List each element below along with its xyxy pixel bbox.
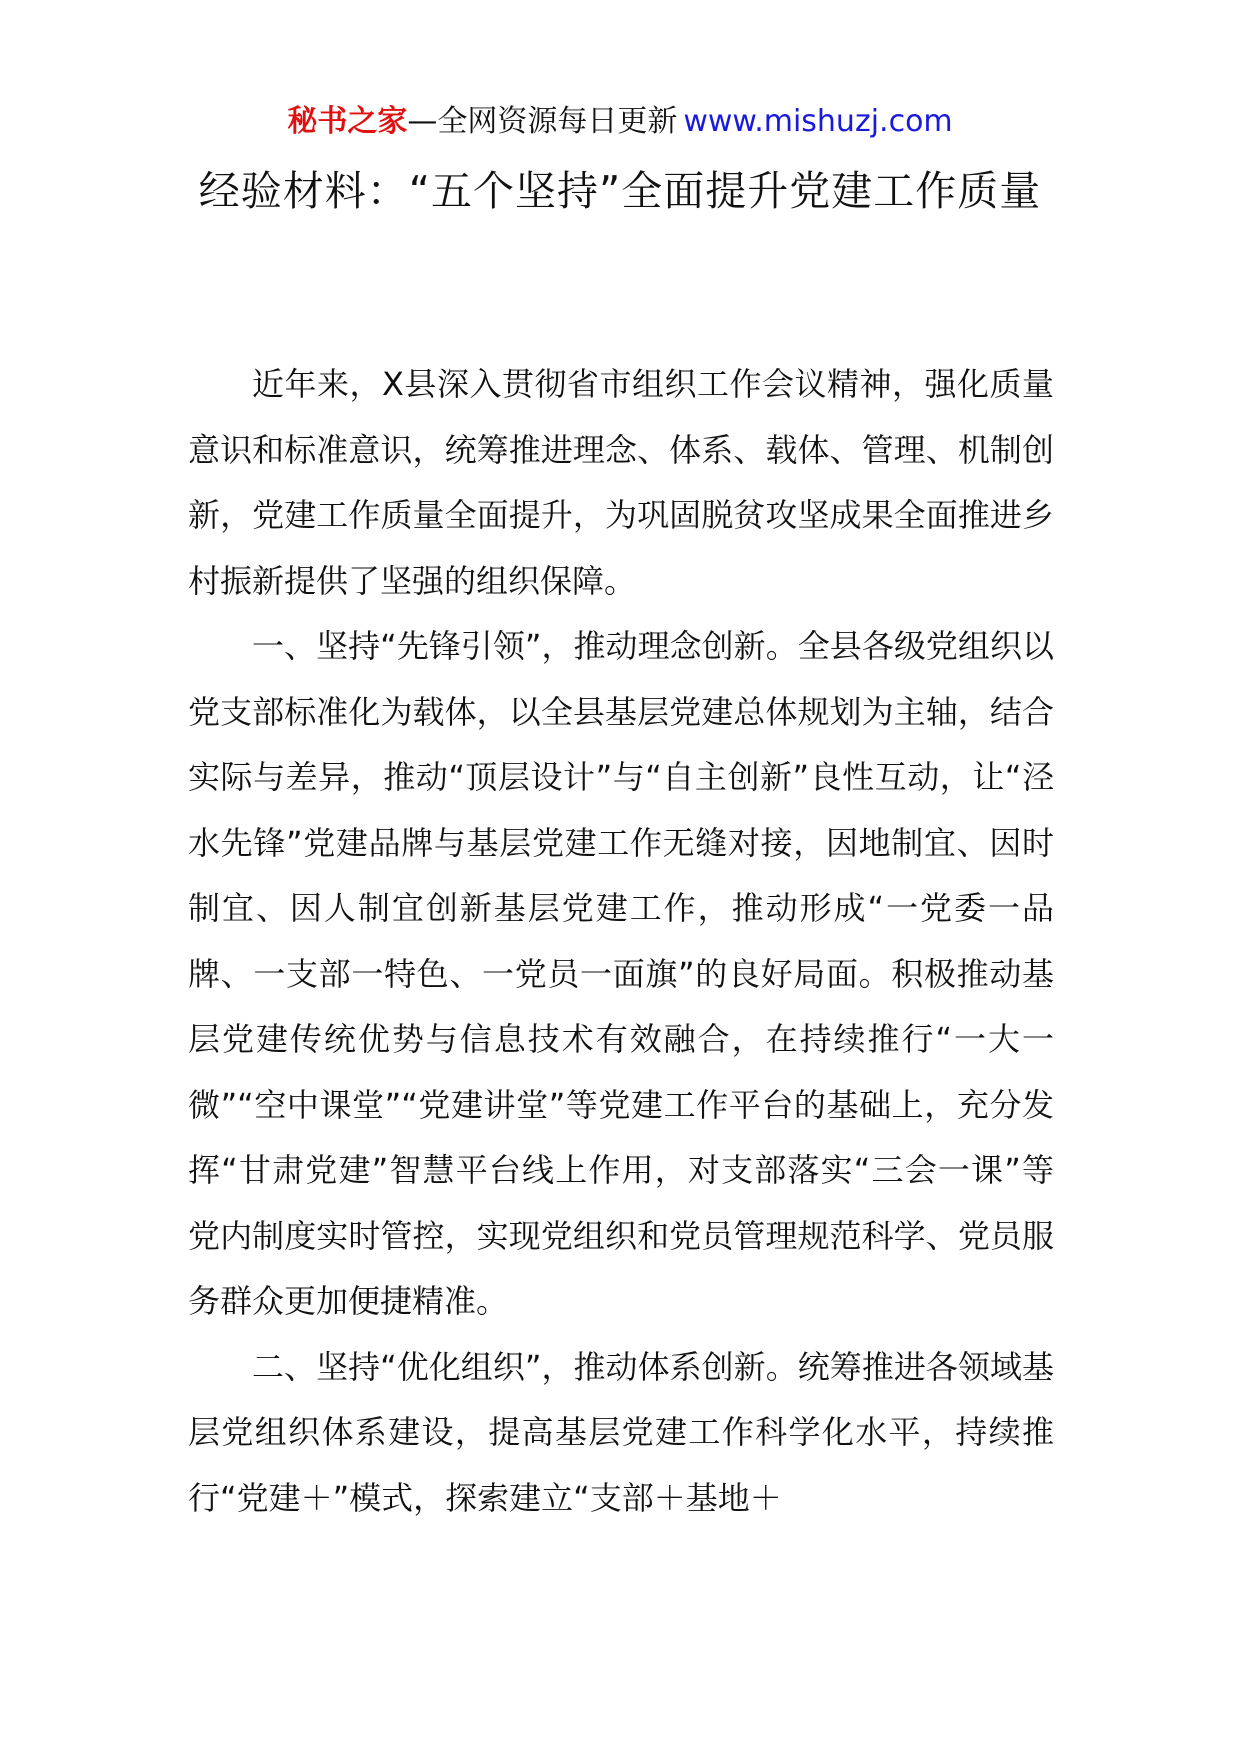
site-tagline: —全网资源每日更新 <box>407 104 678 139</box>
site-brand: 秘书之家 <box>287 104 408 139</box>
document-body <box>188 352 1054 1531</box>
site-url-link[interactable]: www.mishuzj.com <box>683 104 953 139</box>
body-paragraph-intro: 近年来，X县深入贯彻省市组织工作会议精神，强化质量意识和标准意识，统筹推进理念、体系、载体、管理、机制创新，党建工作质量全面提升，为巩固脱贫攻坚成果全面推进乡村振新提供了坚强的组织保障。 <box>188 365 1054 600</box>
body-paragraph-section-2: 二、坚持“优化组织”，推动体系创新。统筹推进各领域基层党组织体系建设，提高基层党建工作科学化水平，持续推行“党建＋”模式，探索建立“支部＋基地＋ <box>188 1347 1054 1517</box>
document-title: 经验材料：“五个坚持”全面提升党建工作质量 <box>198 167 1042 215</box>
site-header <box>0 100 1240 144</box>
body-paragraph-section-1: 一、坚持“先锋引领”，推动理念创新。全县各级党组织以党支部标准化为载体，以全县基层党建总体规划为主轴，结合实际与差异，推动“顶层设计”与“自主创新”良性互动，让“泾水先锋”党建品牌与基层党建工作无缝对接，因地制宜、因时制宜、因人制宜创新基层党建工作，推动形成“一党委一品牌、一支部一特色、一党员一面旗”的良好局面。积极推动基层党建传统优势与信息技术有效融合，在持续推行“一大一微”“空中课堂”“党建讲堂”等党建工作平台的基础上，充分发挥“甘肃党建”智慧平台线上作用，对支部落实“三会一课”等党内制度实时管控，实现党组织和党员管理规范科学、党员服务群众更加便捷精准。 <box>188 627 1054 1320</box>
